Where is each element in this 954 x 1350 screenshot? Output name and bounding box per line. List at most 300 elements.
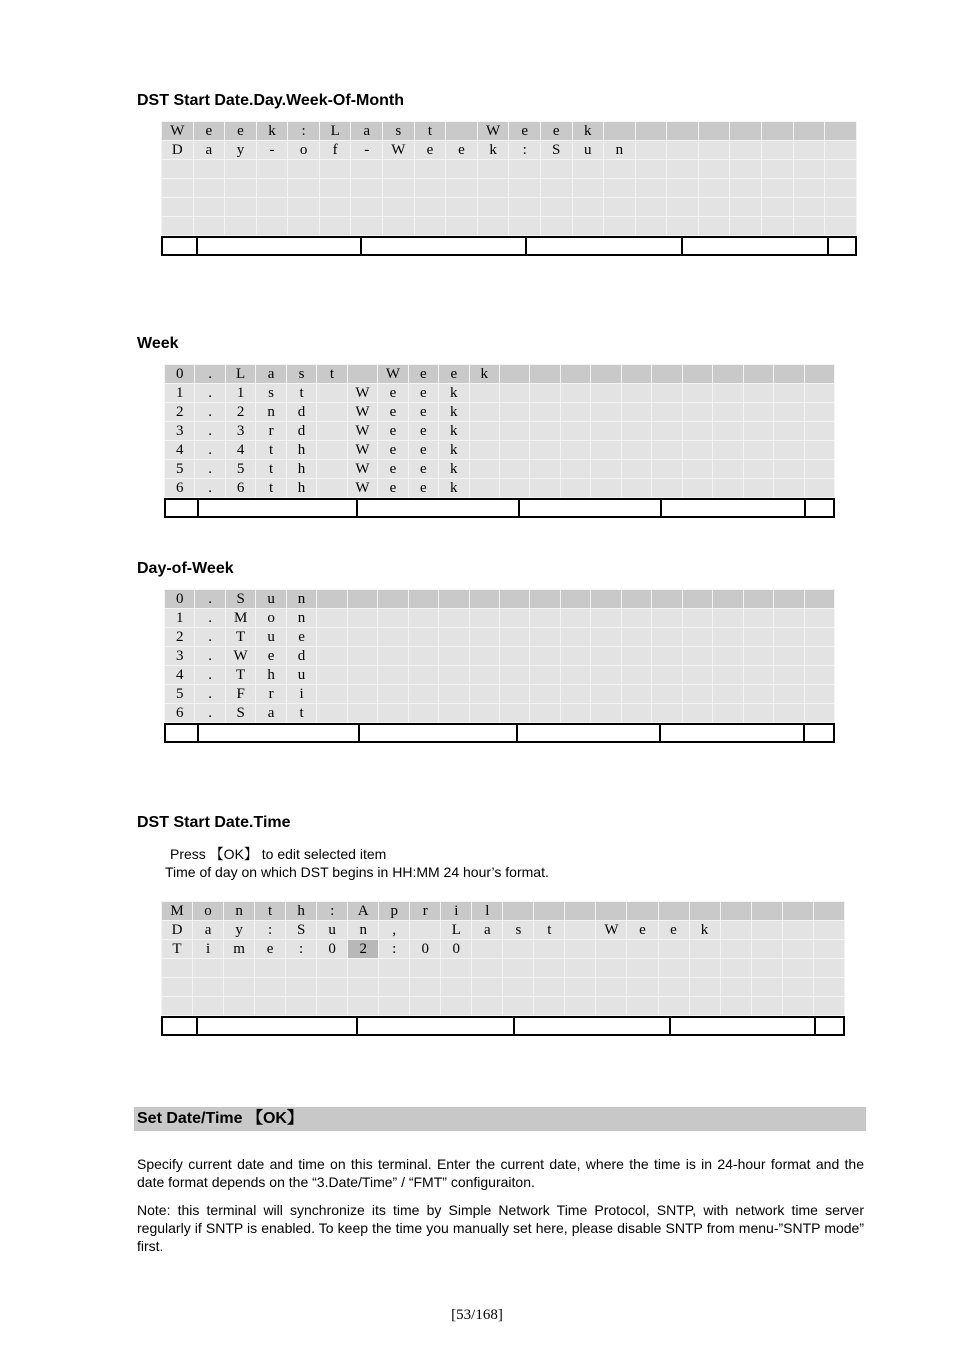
lcd-row — [162, 978, 845, 997]
lcd-char-cell: e — [408, 422, 438, 441]
lcd-char-cell — [317, 479, 347, 498]
lcd-char-cell — [408, 704, 438, 723]
lcd-char-cell — [378, 666, 408, 685]
lcd-char-cell: . — [195, 384, 225, 403]
soft-key-slot — [515, 1018, 671, 1034]
lcd-char-cell: a — [256, 704, 286, 723]
lcd-char-cell — [572, 160, 604, 179]
lcd-char-cell: 5 — [165, 460, 195, 479]
lcd-char-cell — [560, 479, 590, 498]
soft-key-slot — [166, 500, 199, 516]
lcd-char-cell: t — [256, 479, 286, 498]
lcd-char-cell — [627, 902, 658, 921]
lcd-char-cell — [499, 441, 529, 460]
lcd-char-cell — [469, 479, 499, 498]
lcd-char-cell: e — [408, 365, 438, 384]
lcd-char-cell — [288, 179, 320, 198]
lcd-row — [165, 628, 835, 647]
lcd-char-cell: W — [347, 441, 377, 460]
lcd-char-cell — [743, 403, 773, 422]
lcd-char-cell — [560, 422, 590, 441]
lcd-char-cell — [713, 460, 743, 479]
lcd-char-cell — [256, 217, 288, 236]
lcd-char-cell — [472, 978, 503, 997]
soft-key-slot — [362, 238, 527, 254]
lcd-char-cell — [351, 160, 383, 179]
lcd-char-cell — [560, 460, 590, 479]
lcd-char-cell — [720, 978, 751, 997]
lcd-char-cell: n — [348, 921, 379, 940]
lcd-char-cell: 5 — [165, 685, 195, 704]
lcd-char-cell — [621, 441, 651, 460]
lcd-char-cell — [804, 384, 834, 403]
lcd-char-cell — [730, 141, 762, 160]
lcd-char-cell — [682, 647, 712, 666]
lcd-char-cell: n — [256, 403, 286, 422]
lcd-char-cell: M — [162, 902, 193, 921]
lcd-char-cell — [572, 217, 604, 236]
lcd-char-cell — [591, 384, 621, 403]
lcd-char-cell: t — [317, 365, 347, 384]
lcd-char-cell — [591, 647, 621, 666]
lcd-char-cell — [439, 647, 469, 666]
lcd-char-cell — [658, 978, 689, 997]
lcd-char-cell: h — [286, 441, 316, 460]
lcd-char-cell — [751, 959, 782, 978]
lcd-char-cell: k — [469, 365, 499, 384]
lcd-char-cell — [604, 217, 636, 236]
lcd-char-cell — [621, 628, 651, 647]
lcd-char-cell: 4 — [165, 441, 195, 460]
lcd-char-cell — [743, 609, 773, 628]
section-title-dst-start-time: DST Start Date.Time — [137, 814, 291, 831]
lcd-char-cell — [793, 160, 825, 179]
lcd-char-cell — [469, 441, 499, 460]
lcd-char-cell — [652, 628, 682, 647]
lcd-char-cell — [652, 365, 682, 384]
lcd-char-cell — [347, 685, 377, 704]
lcd-char-cell — [256, 198, 288, 217]
lcd-char-cell: e — [408, 460, 438, 479]
lcd-display-dst-start-date — [161, 121, 857, 256]
lcd-char-cell — [774, 609, 804, 628]
soft-key-slot — [199, 725, 360, 741]
lcd-char-cell: k — [256, 122, 288, 141]
lcd-char-cell — [383, 160, 415, 179]
lcd-char-cell — [682, 685, 712, 704]
lcd-char-cell — [658, 959, 689, 978]
lcd-char-cell — [540, 217, 572, 236]
lcd-char-cell: s — [256, 384, 286, 403]
lcd-char-cell — [793, 122, 825, 141]
lcd-char-cell: t — [286, 704, 316, 723]
lcd-grid — [164, 364, 835, 498]
lcd-char-cell — [347, 365, 377, 384]
lcd-char-cell — [560, 384, 590, 403]
lcd-char-cell — [591, 685, 621, 704]
lcd-char-cell: o — [193, 902, 224, 921]
lcd-char-cell: a — [472, 921, 503, 940]
lcd-char-cell — [743, 460, 773, 479]
lcd-char-cell: - — [351, 141, 383, 160]
lcd-char-cell: e — [378, 403, 408, 422]
lcd-char-cell — [621, 365, 651, 384]
lcd-char-cell — [534, 978, 565, 997]
lcd-grid — [161, 901, 845, 1016]
lcd-char-cell: m — [224, 940, 255, 959]
lcd-char-cell: 2 — [225, 403, 255, 422]
instruction-line: Press 【OK】 to edit selected item — [170, 846, 387, 862]
lcd-char-cell — [825, 198, 857, 217]
lcd-char-cell — [378, 590, 408, 609]
lcd-char-cell — [793, 198, 825, 217]
lcd-char-cell — [774, 647, 804, 666]
lcd-char-cell — [682, 590, 712, 609]
lcd-char-cell — [667, 198, 699, 217]
lcd-char-cell: e — [193, 122, 225, 141]
lcd-char-cell: W — [383, 141, 415, 160]
lcd-row — [162, 940, 845, 959]
lcd-char-cell — [621, 422, 651, 441]
lcd-char-cell: L — [441, 921, 472, 940]
lcd-char-cell: e — [378, 479, 408, 498]
lcd-char-cell — [446, 217, 478, 236]
lcd-char-cell — [774, 704, 804, 723]
lcd-row — [162, 997, 845, 1016]
lcd-char-cell — [635, 160, 667, 179]
soft-key-slot — [360, 725, 518, 741]
lcd-char-cell — [565, 921, 596, 940]
lcd-char-cell: k — [439, 384, 469, 403]
lcd-row — [162, 217, 857, 236]
lcd-char-cell — [317, 959, 348, 978]
lcd-char-cell — [774, 666, 804, 685]
lcd-char-cell: e — [378, 422, 408, 441]
lcd-char-cell — [379, 959, 410, 978]
lcd-char-cell: . — [195, 628, 225, 647]
lcd-char-cell — [713, 384, 743, 403]
lcd-char-cell: 6 — [165, 704, 195, 723]
lcd-char-cell — [351, 217, 383, 236]
lcd-row — [165, 460, 835, 479]
lcd-char-cell — [713, 590, 743, 609]
lcd-char-cell — [469, 609, 499, 628]
lcd-char-cell — [509, 217, 541, 236]
lcd-char-cell — [621, 609, 651, 628]
lcd-char-cell: W — [347, 403, 377, 422]
soft-key-slot — [662, 500, 806, 516]
lcd-char-cell — [540, 160, 572, 179]
soft-key-bar — [161, 1016, 845, 1036]
lcd-char-cell — [446, 122, 478, 141]
soft-key-bar — [161, 236, 857, 256]
lcd-char-cell — [162, 198, 194, 217]
lcd-char-cell — [286, 997, 317, 1016]
lcd-char-cell — [383, 179, 415, 198]
lcd-char-cell: . — [195, 422, 225, 441]
lcd-char-cell — [439, 685, 469, 704]
lcd-char-cell: u — [317, 921, 348, 940]
lcd-char-cell: . — [195, 403, 225, 422]
lcd-char-cell — [627, 978, 658, 997]
lcd-char-cell — [379, 997, 410, 1016]
lcd-row — [165, 384, 835, 403]
lcd-row — [162, 921, 845, 940]
lcd-char-cell: 4 — [225, 441, 255, 460]
soft-key-slot — [198, 1018, 358, 1034]
lcd-char-cell: e — [627, 921, 658, 940]
lcd-char-cell — [621, 704, 651, 723]
lcd-char-cell — [224, 978, 255, 997]
lcd-char-cell: . — [195, 590, 225, 609]
lcd-char-cell: k — [439, 441, 469, 460]
lcd-char-cell — [604, 198, 636, 217]
lcd-char-cell — [472, 997, 503, 1016]
lcd-char-cell — [591, 403, 621, 422]
lcd-char-cell: h — [256, 666, 286, 685]
lcd-char-cell — [591, 460, 621, 479]
lcd-char-cell: 0 — [410, 940, 441, 959]
lcd-char-cell — [761, 179, 793, 198]
lcd-char-cell — [162, 959, 193, 978]
lcd-char-cell: r — [256, 685, 286, 704]
lcd-char-cell: D — [162, 141, 194, 160]
lcd-char-cell — [469, 403, 499, 422]
lcd-row — [162, 122, 857, 141]
lcd-char-cell: e — [378, 460, 408, 479]
lcd-char-cell — [499, 666, 529, 685]
lcd-char-cell — [286, 978, 317, 997]
lcd-char-cell: t — [534, 921, 565, 940]
lcd-char-cell — [774, 685, 804, 704]
lcd-char-cell — [825, 141, 857, 160]
lcd-char-cell — [689, 940, 720, 959]
lcd-char-cell — [347, 666, 377, 685]
lcd-char-cell — [378, 628, 408, 647]
lcd-char-cell — [698, 122, 730, 141]
lcd-char-cell — [255, 997, 286, 1016]
lcd-char-cell: . — [195, 685, 225, 704]
lcd-char-cell — [761, 122, 793, 141]
lcd-char-cell — [499, 460, 529, 479]
lcd-char-cell — [439, 609, 469, 628]
lcd-char-cell — [317, 628, 347, 647]
lcd-row — [165, 590, 835, 609]
description-line: Time of day on which DST begins in HH:MM 24 hour’s format. — [165, 864, 549, 880]
lcd-char-cell: : — [288, 122, 320, 141]
lcd-char-cell — [604, 122, 636, 141]
lcd-char-cell — [689, 997, 720, 1016]
lcd-char-cell — [347, 590, 377, 609]
lcd-char-cell — [534, 959, 565, 978]
lcd-char-cell — [761, 141, 793, 160]
lcd-char-cell: n — [224, 902, 255, 921]
lcd-char-cell — [477, 198, 509, 217]
lcd-char-cell — [503, 940, 534, 959]
lcd-char-cell — [319, 179, 351, 198]
lcd-char-cell: e — [256, 647, 286, 666]
lcd-char-cell — [751, 997, 782, 1016]
lcd-char-cell — [351, 198, 383, 217]
lcd-char-cell — [193, 179, 225, 198]
lcd-row — [162, 179, 857, 198]
lcd-char-cell — [621, 460, 651, 479]
lcd-char-cell — [499, 384, 529, 403]
lcd-char-cell — [751, 902, 782, 921]
lcd-char-cell: W — [162, 122, 194, 141]
lcd-char-cell — [572, 198, 604, 217]
lcd-char-cell — [255, 978, 286, 997]
lcd-char-cell — [682, 365, 712, 384]
lcd-char-cell: 1 — [165, 609, 195, 628]
lcd-char-cell — [720, 959, 751, 978]
soft-key-slot — [527, 238, 684, 254]
lcd-char-cell: e — [446, 141, 478, 160]
lcd-char-cell — [793, 217, 825, 236]
lcd-char-cell — [713, 365, 743, 384]
lcd-char-cell — [730, 217, 762, 236]
lcd-char-cell: 0 — [317, 940, 348, 959]
lcd-char-cell: f — [319, 141, 351, 160]
soft-key-slot — [805, 725, 833, 741]
lcd-char-cell: s — [383, 122, 415, 141]
lcd-char-cell — [652, 384, 682, 403]
lcd-char-cell — [804, 590, 834, 609]
lcd-char-cell — [682, 704, 712, 723]
lcd-char-cell: k — [439, 479, 469, 498]
lcd-char-cell — [193, 997, 224, 1016]
lcd-char-cell — [225, 217, 257, 236]
lcd-char-cell — [560, 365, 590, 384]
lcd-row — [162, 902, 845, 921]
lcd-char-cell: T — [162, 940, 193, 959]
lcd-char-cell — [713, 441, 743, 460]
section-title-day-of-week: Day-of-Week — [137, 560, 234, 577]
lcd-char-cell — [621, 403, 651, 422]
lcd-char-cell — [813, 902, 844, 921]
soft-key-slot — [163, 1018, 198, 1034]
lcd-char-cell: . — [195, 609, 225, 628]
lcd-char-cell — [793, 141, 825, 160]
lcd-char-cell — [530, 403, 560, 422]
lcd-char-cell: e — [378, 384, 408, 403]
lcd-char-cell: n — [604, 141, 636, 160]
lcd-char-cell — [530, 384, 560, 403]
lcd-char-cell: e — [255, 940, 286, 959]
lcd-char-cell — [348, 978, 379, 997]
lcd-char-cell — [530, 609, 560, 628]
lcd-char-cell — [499, 365, 529, 384]
lcd-char-cell: e — [378, 441, 408, 460]
lcd-char-cell — [804, 479, 834, 498]
lcd-char-cell — [774, 422, 804, 441]
lcd-char-cell — [317, 384, 347, 403]
lcd-char-cell — [499, 590, 529, 609]
lcd-row — [165, 704, 835, 723]
lcd-char-cell — [774, 460, 804, 479]
lcd-char-cell: W — [347, 460, 377, 479]
lcd-char-cell — [804, 666, 834, 685]
lcd-char-cell — [713, 704, 743, 723]
lcd-char-cell — [689, 959, 720, 978]
lcd-char-cell — [408, 609, 438, 628]
lcd-char-cell — [530, 685, 560, 704]
lcd-char-cell — [560, 628, 590, 647]
section-banner-set-date-time — [134, 1107, 866, 1131]
lcd-char-cell — [682, 479, 712, 498]
lcd-char-cell: u — [256, 628, 286, 647]
lcd-char-cell — [469, 422, 499, 441]
lcd-char-cell: S — [225, 590, 255, 609]
lcd-char-cell: k — [572, 122, 604, 141]
lcd-char-cell: D — [162, 921, 193, 940]
soft-key-slot — [520, 500, 662, 516]
lcd-char-cell — [441, 978, 472, 997]
lcd-char-cell — [682, 609, 712, 628]
lcd-char-cell — [621, 685, 651, 704]
lcd-char-cell — [383, 217, 415, 236]
lcd-char-cell — [782, 940, 813, 959]
lcd-char-cell — [720, 921, 751, 940]
soft-key-bar — [164, 723, 835, 743]
lcd-char-cell: o — [256, 609, 286, 628]
lcd-char-cell: a — [256, 365, 286, 384]
lcd-char-cell — [627, 940, 658, 959]
lcd-char-cell: . — [195, 479, 225, 498]
lcd-char-cell — [743, 590, 773, 609]
lcd-grid — [164, 589, 835, 723]
lcd-row — [165, 422, 835, 441]
lcd-char-cell — [713, 403, 743, 422]
lcd-char-cell — [689, 902, 720, 921]
lcd-char-cell: W — [596, 921, 627, 940]
lcd-char-cell: 2 — [348, 940, 379, 959]
lcd-row — [162, 959, 845, 978]
lcd-char-cell — [635, 122, 667, 141]
lcd-char-cell: . — [195, 666, 225, 685]
lcd-char-cell — [751, 921, 782, 940]
lcd-char-cell — [469, 590, 499, 609]
lcd-char-cell — [477, 160, 509, 179]
lcd-char-cell — [530, 460, 560, 479]
section-title-set-date-time: Set Date/Time 【OK】 — [137, 1110, 303, 1127]
lcd-char-cell — [162, 160, 194, 179]
lcd-char-cell — [162, 978, 193, 997]
lcd-char-cell — [621, 647, 651, 666]
lcd-char-cell — [408, 685, 438, 704]
lcd-char-cell — [317, 441, 347, 460]
lcd-char-cell — [667, 179, 699, 198]
lcd-char-cell — [408, 666, 438, 685]
lcd-row — [165, 479, 835, 498]
lcd-char-cell: n — [286, 609, 316, 628]
lcd-char-cell — [774, 441, 804, 460]
lcd-char-cell — [743, 647, 773, 666]
soft-key-slot — [806, 500, 833, 516]
lcd-char-cell — [774, 403, 804, 422]
lcd-char-cell — [774, 479, 804, 498]
lcd-char-cell — [224, 959, 255, 978]
lcd-char-cell — [348, 997, 379, 1016]
lcd-char-cell — [730, 198, 762, 217]
lcd-char-cell — [591, 479, 621, 498]
lcd-char-cell — [193, 160, 225, 179]
lcd-char-cell — [469, 647, 499, 666]
lcd-char-cell — [379, 978, 410, 997]
lcd-char-cell: s — [503, 921, 534, 940]
lcd-char-cell: 0 — [165, 365, 195, 384]
lcd-char-cell — [621, 590, 651, 609]
